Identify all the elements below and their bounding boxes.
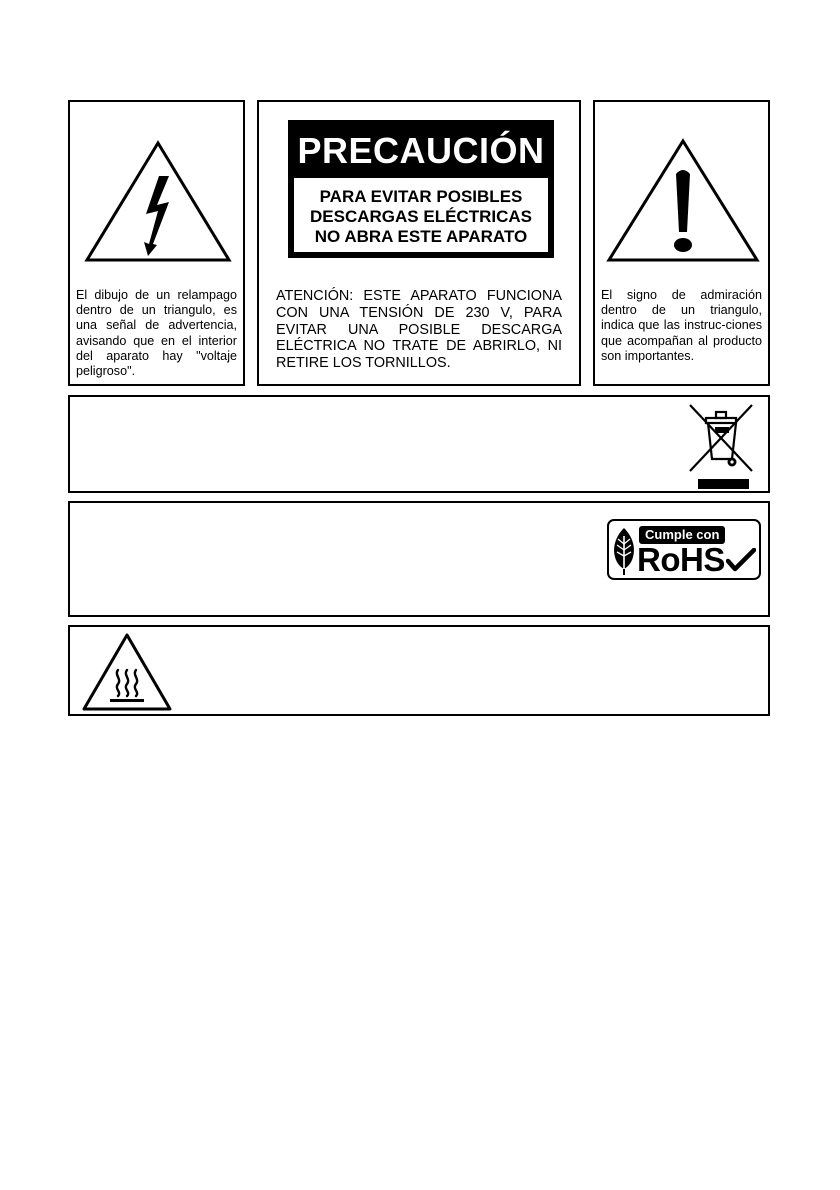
caution-line: DESCARGAS ELÉCTRICAS bbox=[310, 207, 532, 226]
weee-marking-bar bbox=[698, 479, 749, 489]
caution-sign bbox=[288, 120, 554, 258]
hot-surface-warning-icon bbox=[80, 632, 174, 712]
caution-message bbox=[294, 178, 548, 252]
attention-notice: ATENCIÓN: ESTE APARATO FUNCIONA CON UNA TENSIÓN DE 230 V, PARA EVITAR UNA POSIBLE DESCARGA ELÉCTRICA NO TRATE DE ABRIRLO, NI RETIRE LOS TORNILLOS. bbox=[276, 288, 562, 372]
crossed-out-wheelie-bin-icon bbox=[686, 401, 758, 477]
caution-panel bbox=[257, 100, 581, 386]
exclamation-warning-description: El signo de admiración dentro de un triangulo, indica que las instruc-ciones que acompañan al producto son importantes. bbox=[601, 288, 762, 363]
exclamation-warning-triangle-icon bbox=[605, 138, 761, 264]
checkmark-icon bbox=[726, 548, 756, 572]
leaf-icon bbox=[612, 526, 636, 576]
important-instructions-panel bbox=[593, 100, 770, 386]
rohs-word: RoHS bbox=[637, 541, 725, 578]
caution-title: PRECAUCIÓN bbox=[297, 130, 545, 171]
rohs-compliance-row bbox=[68, 501, 770, 617]
electric-shock-warning-panel bbox=[68, 100, 245, 386]
rohs-tag: Cumple con bbox=[639, 526, 725, 544]
caution-line: NO ABRA ESTE APARATO bbox=[314, 227, 528, 246]
lightning-warning-description: El dibujo de un relampago dentro de un triangulo, es una señal de advertencia, avisando que en el interior del aparato hay "voltaje peligroso". bbox=[76, 288, 237, 379]
hot-surface-row bbox=[68, 625, 770, 716]
rohs-badge bbox=[607, 519, 761, 580]
caution-line: PARA EVITAR POSIBLES bbox=[319, 187, 523, 206]
lightning-warning-triangle-icon bbox=[83, 140, 233, 264]
weee-disposal-row bbox=[68, 395, 770, 493]
